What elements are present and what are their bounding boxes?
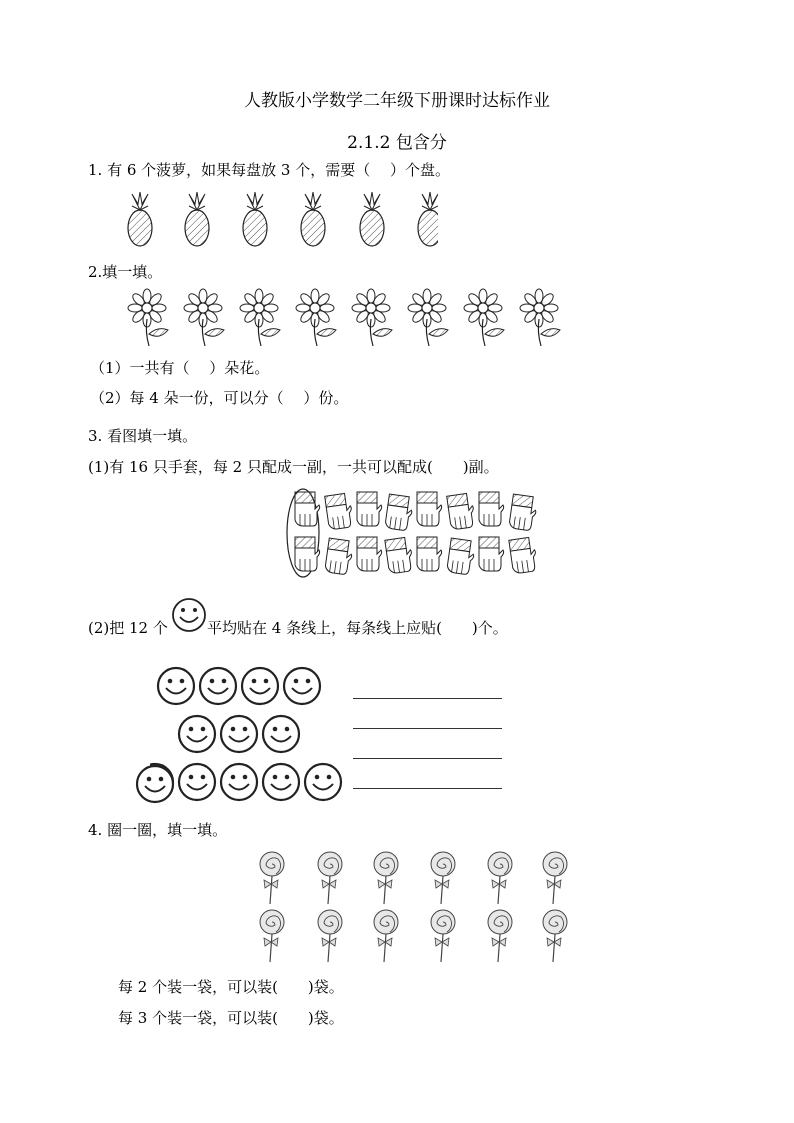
question-4-sub-1: 每 2 个装一袋，可以装( )袋。 xyxy=(118,978,344,996)
answer-line[interactable] xyxy=(353,758,502,759)
pineapple-icon xyxy=(185,192,209,246)
pineapple-icon xyxy=(128,192,152,246)
pineapple-icon xyxy=(243,192,267,246)
answer-line[interactable] xyxy=(353,698,502,699)
answer-line[interactable] xyxy=(353,728,502,729)
question-2-sub-2: （2）每 4 朵一份，可以分（ ）份。 xyxy=(90,389,349,407)
smiley-icon xyxy=(133,762,177,806)
question-3-sub-2-before: (2)把 12 个 xyxy=(88,619,168,637)
pineapple-icon xyxy=(360,192,384,246)
question-4-text: 4. 圈一圈，填一填。 xyxy=(88,821,228,839)
question-3-sub-2-after: 平均贴在 4 条线上，每条线上应贴( )个。 xyxy=(207,619,508,637)
question-4-sub-2: 每 3 个装一袋，可以装( )袋。 xyxy=(118,1009,344,1027)
pineapple-icon xyxy=(301,192,325,246)
pineapple-row xyxy=(118,192,438,248)
question-2-text: 2.填一填。 xyxy=(88,263,163,281)
pineapple-icon xyxy=(418,192,438,246)
question-1-text: 1. 有 6 个菠萝，如果每盘放 3 个，需要（ ）个盘。 xyxy=(88,161,451,179)
smiley-rows xyxy=(150,660,350,806)
smiley-icon xyxy=(171,597,207,633)
question-3-text: 3. 看图填一填。 xyxy=(88,427,198,445)
page-subtitle: 2.1.2 包含分 xyxy=(347,133,447,153)
question-2-sub-1: （1）一共有（ ）朵花。 xyxy=(90,359,270,377)
answer-line[interactable] xyxy=(353,788,502,789)
flower-row xyxy=(122,288,572,350)
glove-grid xyxy=(283,487,545,579)
page-title: 人教版小学数学二年级下册课时达标作业 xyxy=(244,91,550,111)
question-3-sub-1: (1)有 16 只手套，每 2 只配成一副，一共可以配成( )副。 xyxy=(88,458,499,476)
lollipop-grid xyxy=(252,848,577,966)
